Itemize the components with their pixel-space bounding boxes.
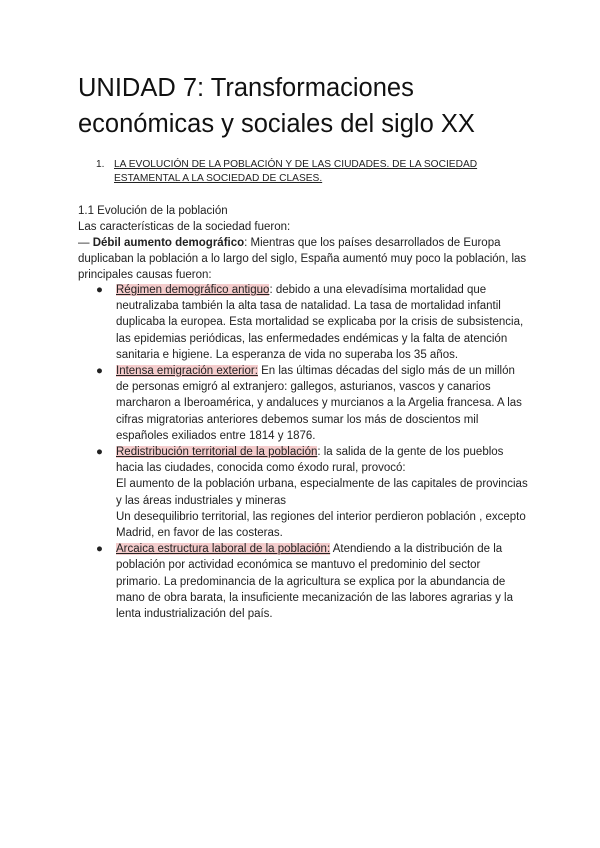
lead-dash: — <box>78 237 93 249</box>
bullet-icon: ● <box>96 365 103 378</box>
list-item <box>96 363 528 444</box>
list-item-text: : la salida de la gente de los pueblos hacia las ciudades, conocida como éxodo rural, provocó: <box>116 446 504 475</box>
list-item-text: Atendiendo a la distribución de la población por actividad económica se mantuvo el predominio del sector primario. La predominancia de la agricultura se explica por la abundancia de mano de obra barata, la insuficiente mecanización de las labores agrarias y la lenta industrialización del país. <box>116 543 513 621</box>
highlighted-term: Redistribución territorial de la población <box>116 446 318 459</box>
list-item-subline: Un desequilibrio territorial, las regiones del interior perdieron población , excepto Madrid, en favor de las costeras. <box>116 510 526 540</box>
bullet-icon: ● <box>96 543 103 556</box>
section-heading-text: LA EVOLUCIÓN DE LA POBLACIÓN Y DE LAS CIUDADES. DE LA SOCIEDAD ESTAMENTAL A LA SOCIEDAD DE CLASES. <box>114 159 478 184</box>
intro-text: Las características de la sociedad fueron: <box>78 221 291 233</box>
list-item <box>96 282 528 363</box>
bullet-icon: ● <box>96 284 103 296</box>
list-item-subline: El aumento de la población urbana, especialmente de las capitales de provincias y las áreas industriales y mineras <box>116 478 528 507</box>
highlighted-term: Intensa emigración exterior: <box>116 365 258 378</box>
list-item-text: : debido a una elevadísima mortalidad que neutralizaba también la alta tasa de natalidad. La tasa de mortalidad infantil duplicaba la europea. Esta mortalidad se explicaba por la crisis de subsistencia, las epidemias periódicas, las enfermedades endémicas y la falta de atención sanitaria e higiene. La esperanza de vida no superaba los 35 años. <box>116 284 524 361</box>
list-item-text: En las últimas décadas del siglo más de un millón de personas emigró al extranjero: gallegos, asturianos, vascos y canarios marcharon a Iberoamérica, y andaluces y murcianos a la Argelia francesa. A las cifras migratorias anteriores debemos sumar los más de doscientos mil españoles exiliados entre 1814 y 1876. <box>116 365 522 442</box>
subsection-title: 1.1 Evolución de la población <box>78 205 228 217</box>
highlighted-term: Arcaica estructura laboral de la población: <box>116 543 331 556</box>
list-item <box>96 541 528 622</box>
lead-bold-term: Débil aumento demográfico <box>92 237 245 249</box>
highlighted-term: Régimen demográfico antiguo <box>116 284 270 296</box>
lead-paragraph <box>78 235 528 284</box>
list-item <box>96 444 528 541</box>
lead-text: : Mientras que los países desarrollados de Europa duplicaban la población a lo largo del siglo, España aumentó muy poco la población, las principales causas fueron: <box>78 237 527 282</box>
bullet-icon: ● <box>96 446 103 459</box>
page-title: UNIDAD 7: Transformaciones económicas y sociales del siglo XX <box>78 74 475 138</box>
section-number: 1. <box>96 159 105 170</box>
causes-list <box>96 282 528 622</box>
